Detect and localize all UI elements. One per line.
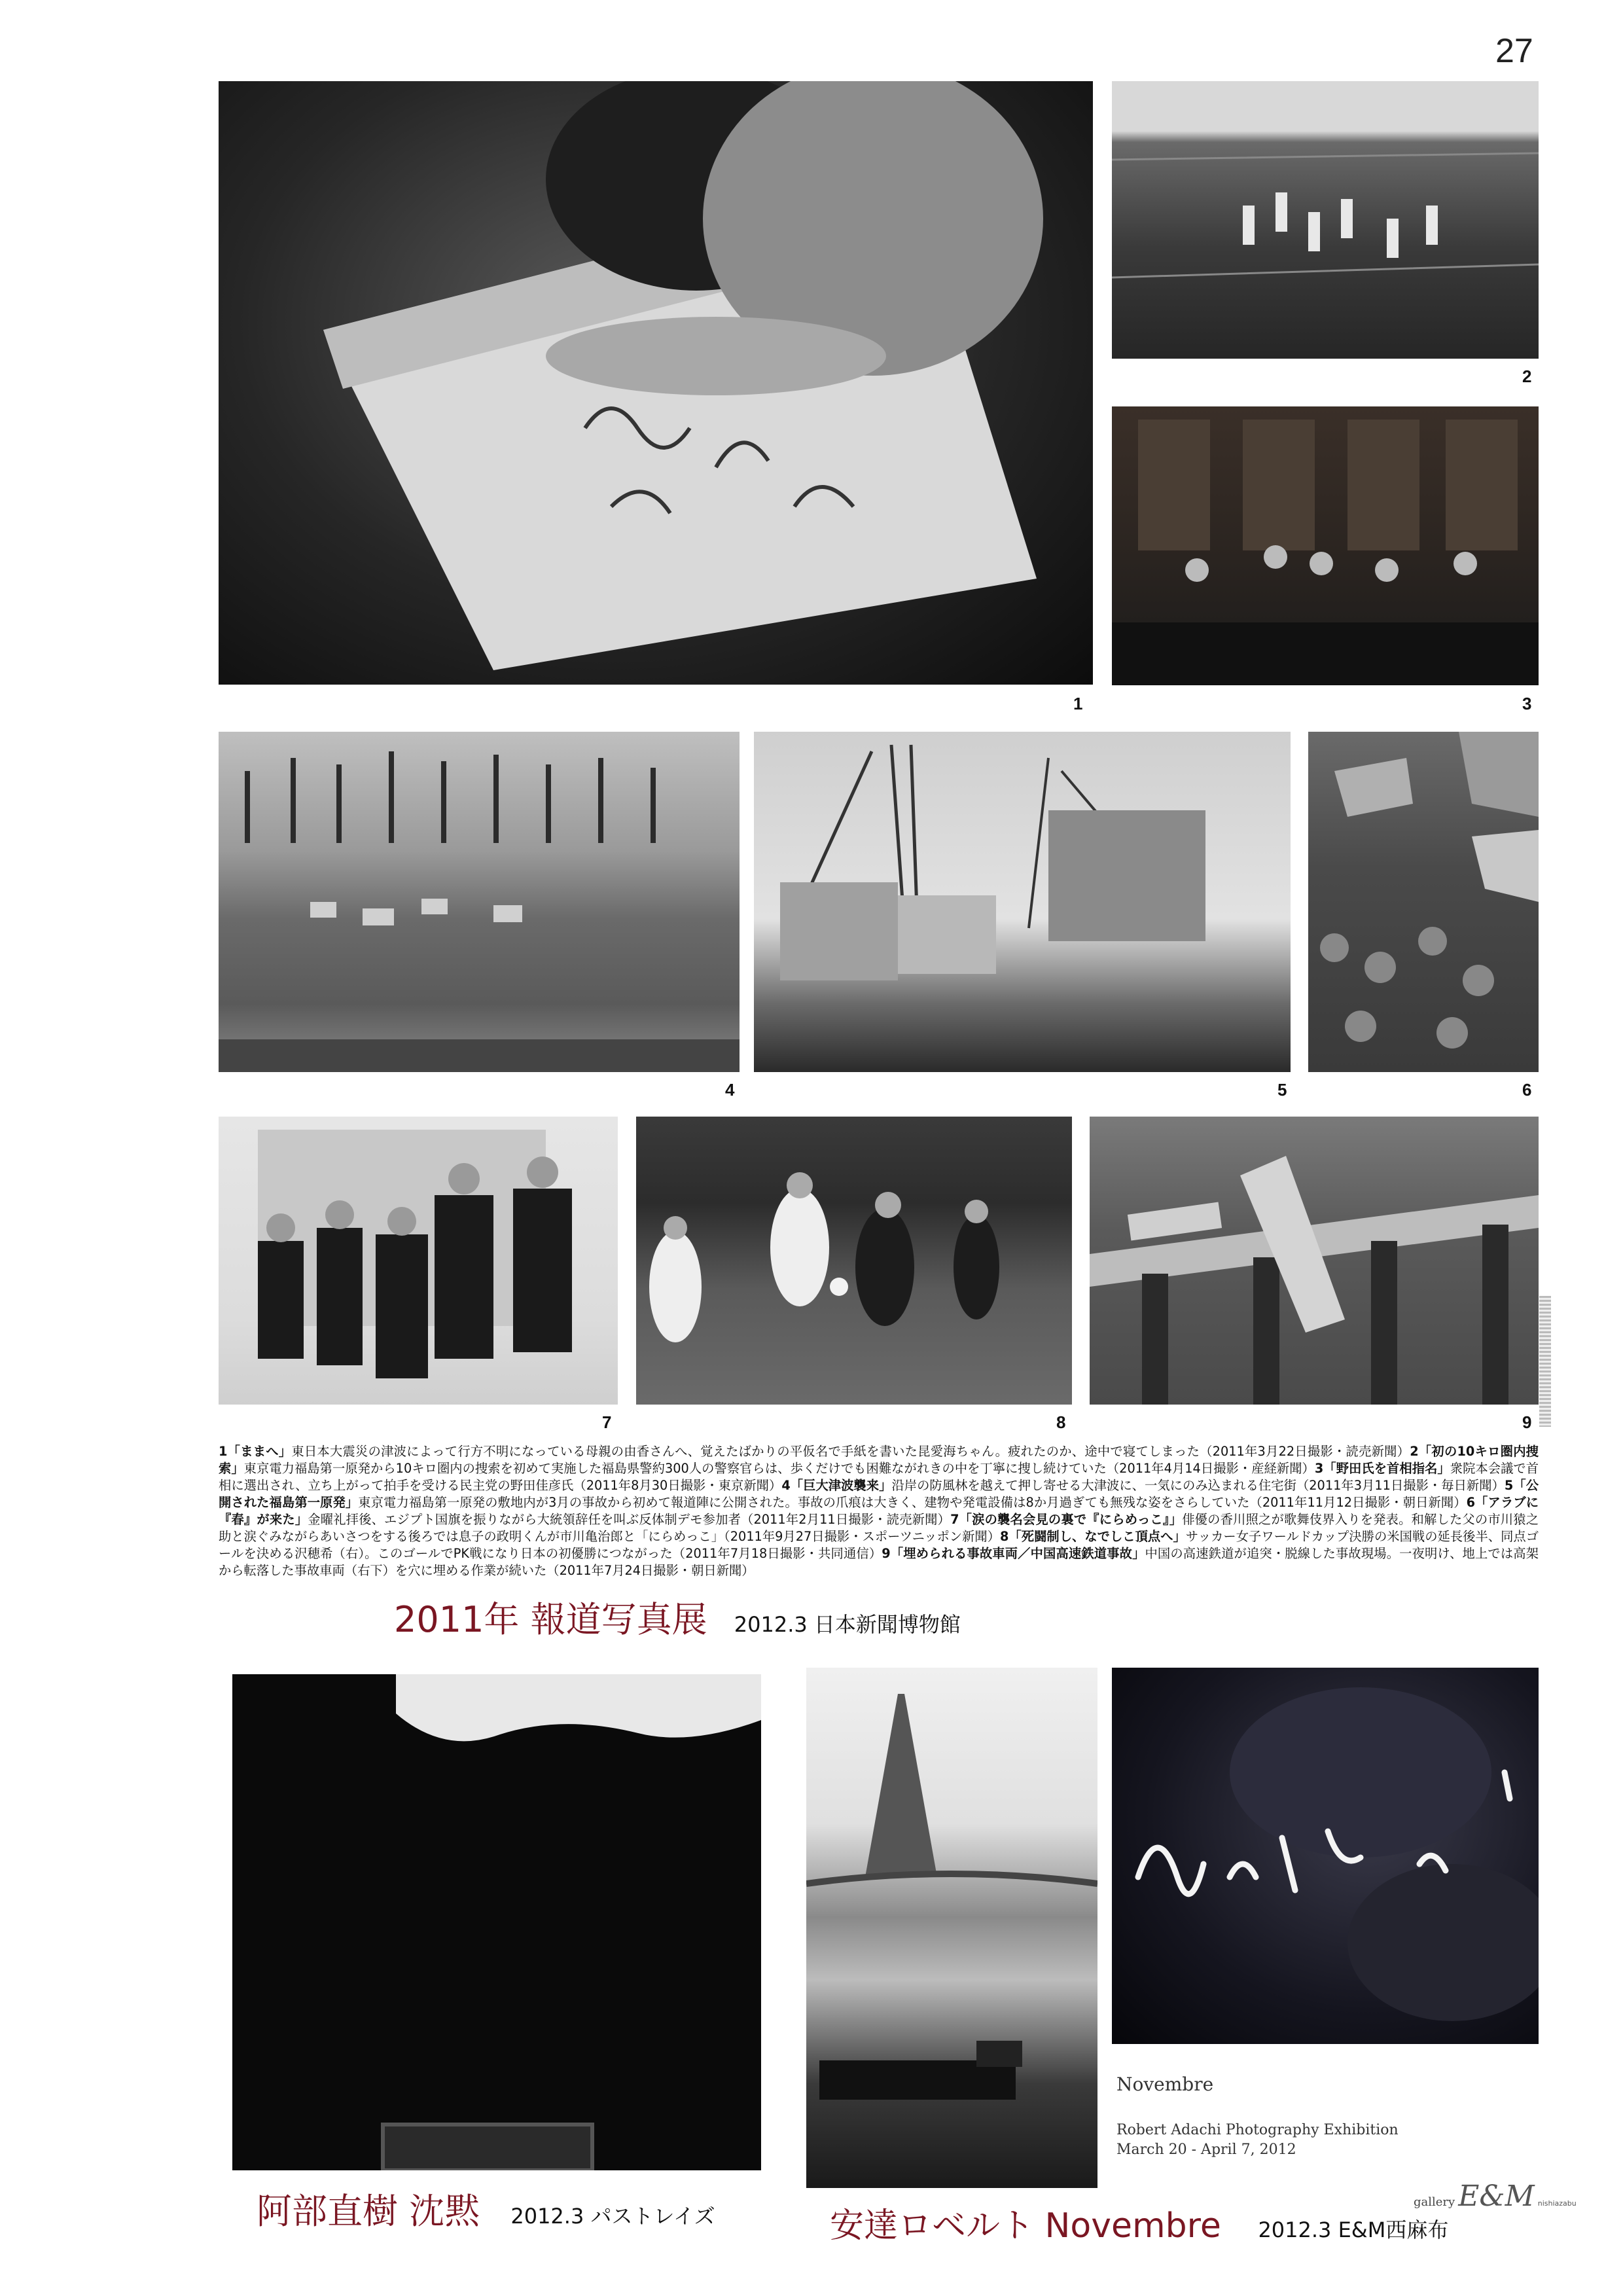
photo-rubble-search: [1112, 81, 1539, 359]
photo-number-7: 7: [602, 1412, 612, 1432]
photo-number-4: 4: [725, 1080, 735, 1100]
caption-9-title: 9「埋められる事故車両／中国高速鉄道事故」: [882, 1546, 1145, 1561]
caption-6-title: 6「アラブに『春』が来た」: [219, 1495, 1539, 1527]
caption-1-text: 東日本大震災の津波によって行方不明になっている母親の由香さんへ、覚えたばかりの平仮名で手紙を書いた昆愛海ちゃん。疲れたのか、途中で寝てしまった（2011年3月22日撮影・読売新聞）: [291, 1444, 1410, 1459]
gallery-logo-mark: E&M: [1458, 2179, 1535, 2213]
caption-7-title: 7「涙の襲名会見の裏で『にらめっこ』」: [950, 1512, 1183, 1527]
photo-number-2: 2: [1522, 367, 1532, 386]
caption-1-title: 1「ままへ」: [219, 1444, 292, 1459]
photo-number-8: 8: [1056, 1412, 1066, 1432]
caption-4: [781, 1478, 1505, 1493]
adachi-name: 安達ロベルト Novembre: [830, 2206, 1221, 2246]
photo-number-5: 5: [1277, 1080, 1287, 1100]
flyer-title: Novembre: [1116, 2073, 1214, 2095]
photo-number-3: 3: [1522, 694, 1532, 713]
photo-child-letter: [219, 81, 1093, 685]
caption-7-text: 俳優の香川照之が歌舞伎界入りを発表。和解した父の市川猿之助と涙ぐみながらあいさつをする後ろでは息子の政明くんが市川亀治郎と「にらめっこ」（2011年9月27日撮影・スポーツニッポン新聞）: [219, 1512, 1539, 1544]
photo-abe-silence: [232, 1674, 761, 2170]
photo-fukushima-plant: [754, 732, 1291, 1072]
abe-date: 2012.3 パストレイズ: [510, 2204, 715, 2229]
exhibit-title-date: 2012.3 日本新聞博物館: [734, 1612, 961, 1637]
photo-kabuki-conference: [219, 1117, 618, 1405]
photo-parliament: [1112, 406, 1539, 685]
photo-novembre-flyer: [1112, 1668, 1539, 2044]
photo-number-6: 6: [1522, 1080, 1532, 1100]
abe-name: 阿部直樹 沈黙: [257, 2191, 480, 2232]
photo-number-1: 1: [1073, 694, 1083, 713]
caption-2-title: 2「初の10キロ圏内捜索」: [219, 1444, 1539, 1476]
photo-soccer-final: [636, 1117, 1072, 1405]
photo-egypt-protest: [1308, 732, 1539, 1072]
photo-number-9: 9: [1522, 1412, 1532, 1432]
caption-4-title: 4「巨大津波襲来」: [781, 1478, 892, 1493]
gallery-logo-sub: nishiazabu: [1537, 2199, 1577, 2208]
caption-5-title: 5「公開された福島第一原発」: [219, 1478, 1539, 1510]
adachi-title: [830, 2198, 1448, 2247]
flyer-exhibition-line: Robert Adachi Photography Exhibition: [1116, 2122, 1399, 2138]
gallery-logo: [1414, 2179, 1577, 2213]
caption-block: [219, 1443, 1539, 1579]
photo-paris-seine: [806, 1668, 1097, 2188]
caption-4-text: 沿岸の防風林を越えて押し寄せる大津波に、一気にのみ込まれる住宅街（2011年3月11日撮影・毎日新聞）: [891, 1478, 1505, 1493]
flyer-dates-line: March 20 - April 7, 2012: [1116, 2142, 1296, 2158]
caption-3-text: 衆院本会議で首相に選出され、立ち上がって拍手を受ける民主党の野田佳彦氏（2011年8月30日撮影・東京新聞）: [219, 1461, 1539, 1493]
caption-1: [219, 1444, 1410, 1459]
caption-3-title: 3「野田氏を首相指名」: [1314, 1461, 1450, 1476]
gallery-logo-word: gallery: [1414, 2195, 1455, 2209]
caption-6-text: 金曜礼拝後、エジプト国旗を振りながら大統領辞任を叫ぶ反体制デモ参加者（2011年2月11日撮影・読売新聞）: [308, 1512, 951, 1527]
caption-5-text: 東京電力福島第一原発の敷地内が3月の事故から初めて報道陣に公開された。事故の爪痕は大きく、建物や発電設備は8か月過ぎても無残な姿をさらしていた（2011年11月12日撮影・朝日新聞）: [358, 1495, 1467, 1510]
abe-title: [257, 2183, 715, 2234]
caption-9-text: 中国の高速鉄道が追突・脱線した事故現場。一夜明け、地上では高架から転落した事故車両（右下）を穴に埋める作業が続いた（2011年7月24日撮影・朝日新聞）: [219, 1546, 1539, 1578]
photo-train-crash: [1090, 1117, 1539, 1405]
scan-edge-mark: [1539, 1296, 1551, 1427]
caption-8-text: サッカー女子ワールドカップ決勝の米国戦の延長後半、同点ゴールを決める沢穂希（右）。このゴールでPK戦になり日本の初優勝につながった（2011年7月18日撮影・共同通信）: [219, 1529, 1539, 1561]
exhibit-title-main: 2011年 報道写真展: [394, 1599, 707, 1640]
caption-8-title: 8「死闘制し、なでしこ頂点へ」: [1000, 1529, 1186, 1544]
page-number: 27: [1495, 32, 1533, 70]
adachi-date: 2012.3 E&M西麻布: [1258, 2217, 1449, 2242]
caption-2-text: 東京電力福島第一原発から10キロ圏内の捜索を初めて実施した福島県警約300人の警察官らは、歩くだけでも困難ながれきの中を丁寧に捜し続けていた（2011年4月14日撮影・産経新聞）: [243, 1461, 1315, 1476]
photo-tsunami: [219, 732, 740, 1072]
exhibit-title: [394, 1592, 961, 1642]
